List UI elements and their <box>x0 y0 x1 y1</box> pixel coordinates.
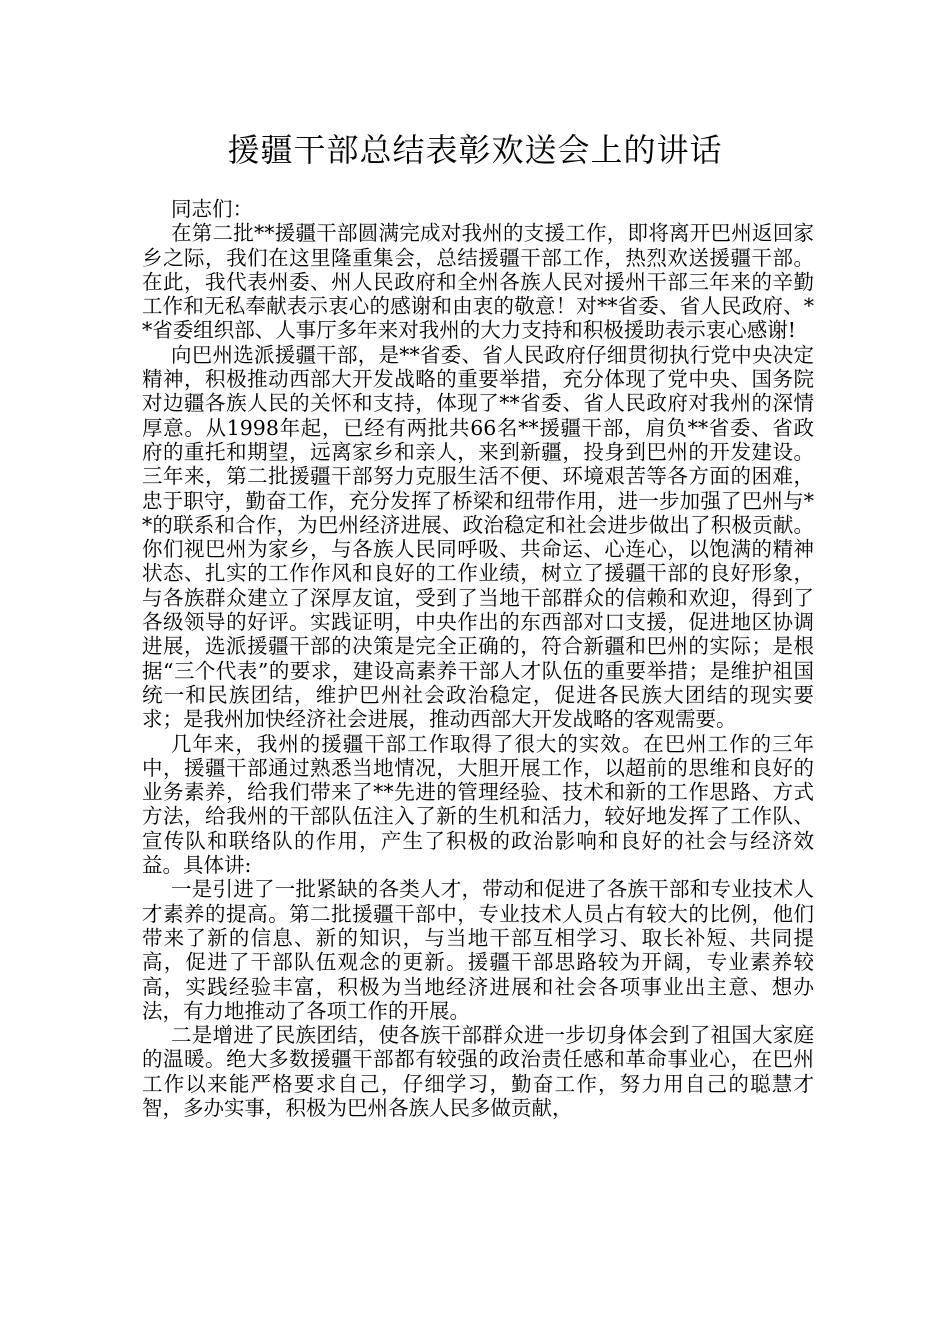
paragraph-3: 几年来，我州的援疆干部工作取得了很大的实效。在巴州工作的三年中，援疆干部通过熟悉当地情况，大胆开展工作，以超前的思维和良好的业务素养，给我们带来了**先进的管理经验、技术和新的工作思路、方式方法，给我州的干部队伍注入了新的生机和活力，较好地发挥了工作队、宣传队和联络队的作用，产生了积极的政治影响和良好的社会与经济效益。具体讲: <box>142 731 814 878</box>
paragraph-4: 一是引进了一批紧缺的各类人才，带动和促进了各族干部和专业技术人才素养的提高。第二批援疆干部中，专业技术人员占有较大的比例，他们带来了新的信息、新的知识，与当地干部互相学习、取长补短、共同提高，促进了干部队伍观念的更新。援疆干部思路较为开阔，专业素养较高，实践经验丰富，积极为当地经济进展和社会各项事业出主意、想办法，有力地推动了各项工作的开展。 <box>142 877 814 1023</box>
greeting: 同志们： <box>171 197 253 221</box>
paragraph-2: 向巴州选派援疆干部，是**省委、省人民政府仔细贯彻执行党中央决定精神，积极推动西部大开发战略的重要举措，充分体现了党中央、国务院对边疆各族人民的关怀和支持，体现了**省委、省人民政府对我州的深情厚意。从1998年起，已经有两批共66名**援疆干部，肩负**省委、省政府的重托和期望，远离家乡和亲人，来到新疆，投身到巴州的开发建设。三年来，第二批援疆干部努力克服生活不便、环境艰苦等各方面的困难，忠于职守，勤奋工作，充分发挥了桥梁和纽带作用，进一步加强了巴州与**的联系和合作，为巴州经济进展、政治稳定和社会进步做出了积极贡献。你们视巴州为家乡，与各族人民同呼吸、共命运、心连心，以饱满的精神状态、扎实的工作作风和良好的工作业绩，树立了援疆干部的良好形象，与各族群众建立了深厚友谊，受到了当地干部群众的信赖和欢迎，得到了各级领导的好评。实践证明，中央作出的东西部对口支援，促进地区协调进展，选派援疆干部的决策是完全正确的，符合新疆和巴州的实际；是根据“三个代表”的要求，建设高素养干部人才队伍的重要举措；是维护祖国统一和民族团结，维护巴州社会政治稳定，促进各民族大团结的现实要求；是我州加快经济社会进展，推动西部大开发战略的客观需要。 <box>142 342 814 732</box>
paragraph-1: 在第二批**援疆干部圆满完成对我州的支援工作，即将离开巴州返回家乡之际，我们在这里隆重集会，总结援疆干部工作，热烈欢送援疆干部。在此，我代表州委、州人民政府和全州各族人民对援州干部三年来的辛勤工作和无私奉献表示衷心的感谢和由衷的敬意！对**省委、省人民政府、**省委组织部、人事厅多年来对我州的大力支持和积极援助表示衷心感谢! <box>142 221 814 343</box>
paragraph-5: 二是增进了民族团结，使各族干部群众进一步切身体会到了祖国大家庭的温暖。绝大多数援疆干部都有较强的政治责任感和革命事业心，在巴州工作以来能严格要求自己，仔细学习，勤奋工作，努力用自己的聪慧才智，多办实事，积极为巴州各族人民多做贡献， <box>142 1023 814 1120</box>
document-title: 援疆干部总结表彰欢送会上的讲话 <box>227 131 723 169</box>
document-body <box>142 197 814 1120</box>
